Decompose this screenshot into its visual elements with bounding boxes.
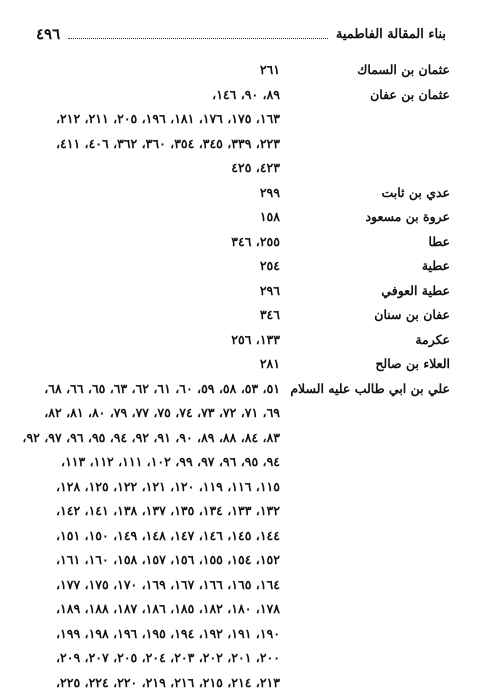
index-entry — [36, 230, 450, 255]
entry-page-refs-continuation: ١٩٠، ١٩١، ١٩٢، ١٩٤، ١٩٥، ١٩٦، ١٩٨، ١٩٩، — [55, 625, 280, 641]
entry-page-refs-continuation: ١٣٢، ١٣٣، ١٣٤، ١٣٥، ١٣٧، ١٣٨، ١٤١، ١٤٢، — [55, 503, 280, 518]
entry-page-refs-continuation: ١٥٢، ١٥٤، ١٥٥، ١٥٦، ١٥٧، ١٥٨، ١٦٠، ١٦١، — [55, 552, 280, 567]
entry-page-refs: ٣٤٦ — [259, 307, 280, 322]
entry-page-refs-continuation: ١١٥، ١١٦، ١١٩، ١٢٠، ١٢١، ١٢٢، ١٢٥، ١٢٨، — [55, 478, 280, 494]
entry-page-refs: ٨٩، ٩٠، ١٤٦، — [212, 86, 280, 102]
running-title: بناء المقالة الفاطمية — [335, 26, 446, 42]
entry-page-refs-continuation: ٨٣، ٨٤، ٨٨، ٨٩، ٩٠، ٩١، ٩٢، ٩٤، ٩٥، ٩٦، ٩٧، ٩٢، — [22, 429, 280, 445]
entry-page-refs-continuation: ٢١٣، ٢١٤، ٢١٥، ٢١٦، ٢١٩، ٢٢٠، ٢٢٤، ٢٢٥، — [55, 674, 280, 690]
entry-page-refs: ٢٨١ — [259, 356, 280, 371]
entry-page-refs-continuation: ١٦٣، ١٧٥، ١٧٦، ١٨١، ١٩٦، ٢٠٥، ٢١١، ٢١٢، — [55, 111, 280, 126]
entry-page-refs-continuation: ٤٢٣، ٤٢٥ — [231, 160, 280, 175]
entry-name: العلاء بن صالح — [375, 356, 450, 371]
entry-page-refs-continuation: ١٤٤، ١٤٥، ١٤٦، ١٤٧، ١٤٨، ١٤٩، ١٥٠، ١٥١، — [55, 527, 280, 543]
dotted-leader — [68, 30, 328, 39]
entry-name: عدي بن ثابت — [381, 184, 450, 200]
entry-page-refs-continuation: ٢٠٠، ٢٠١، ٢٠٢، ٢٠٣، ٢٠٤، ٢٠٥، ٢٠٧، ٢٠٩، — [55, 650, 280, 665]
entry-page-refs-continuation: ٩٤، ٩٥، ٩٦، ٩٧، ٩٩، ١٠٢، ١١١، ١١٢، ١١٣، — [61, 454, 280, 469]
entry-page-refs: ٢٦١ — [259, 62, 280, 77]
entry-page-refs-continuation: ١٧٨، ١٨٠، ١٨٢، ١٨٥، ١٨٦، ١٨٧، ١٨٨، ١٨٩، — [55, 601, 280, 616]
index-entry — [36, 377, 450, 402]
entry-name: عطية — [421, 258, 450, 273]
index-entry — [36, 328, 450, 353]
index-entry — [36, 181, 450, 206]
entry-page-refs: ٢٩٦ — [259, 282, 280, 298]
index-entry — [36, 352, 450, 377]
entry-name: عروة بن مسعود — [365, 209, 450, 224]
entry-name: علي بن ابي طالب عليه السلام — [290, 380, 450, 396]
entry-page-refs: ١٣٣، ٢٥٦ — [231, 331, 280, 347]
entry-name: عكرمة — [415, 331, 450, 347]
index-entry — [36, 58, 450, 83]
index-entry — [36, 83, 450, 108]
entry-page-refs: ٢٩٩ — [259, 184, 280, 200]
entry-name: عثمان بن عفان — [370, 86, 450, 102]
index-entry — [36, 205, 450, 230]
entry-name: عفان بن سنان — [374, 307, 450, 322]
index-entry — [36, 279, 450, 304]
entry-page-refs: ٢٥٤ — [259, 258, 280, 273]
entry-page-refs: ٢٥٥، ٣٤٦ — [231, 233, 280, 249]
index-entry — [36, 303, 450, 328]
running-header — [36, 22, 446, 46]
index-entry — [36, 254, 450, 279]
entry-page-refs-continuation: ١٦٤، ١٦٥، ١٦٦، ١٦٧، ١٦٩، ١٧٠، ١٧٥، ١٧٧، — [55, 576, 280, 592]
entry-name: عطا — [428, 233, 450, 249]
index-list — [22, 58, 450, 695]
page-number: ٤٩٦ — [36, 25, 61, 43]
entry-page-refs-continuation: ٢٢٣، ٣٣٩، ٣٤٥، ٣٥٤، ٣٦٠، ٣٦٢، ٤٠٦، ٤١١، — [55, 135, 280, 151]
entry-page-refs: ٥١، ٥٣، ٥٨، ٥٩، ٦٠، ٦١، ٦٢، ٦٣، ٦٥، ٦٦، ٦٨، — [44, 380, 280, 396]
entry-page-refs: ١٥٨ — [259, 209, 280, 224]
entry-name: عطية العوفي — [381, 282, 450, 298]
entry-name: عثمان بن السماك — [357, 62, 450, 77]
entry-page-refs-continuation: ٦٩، ٧١، ٧٢، ٧٣، ٧٤، ٧٥، ٧٧، ٧٩، ٨٠، ٨١، ٨٢، — [44, 405, 280, 420]
